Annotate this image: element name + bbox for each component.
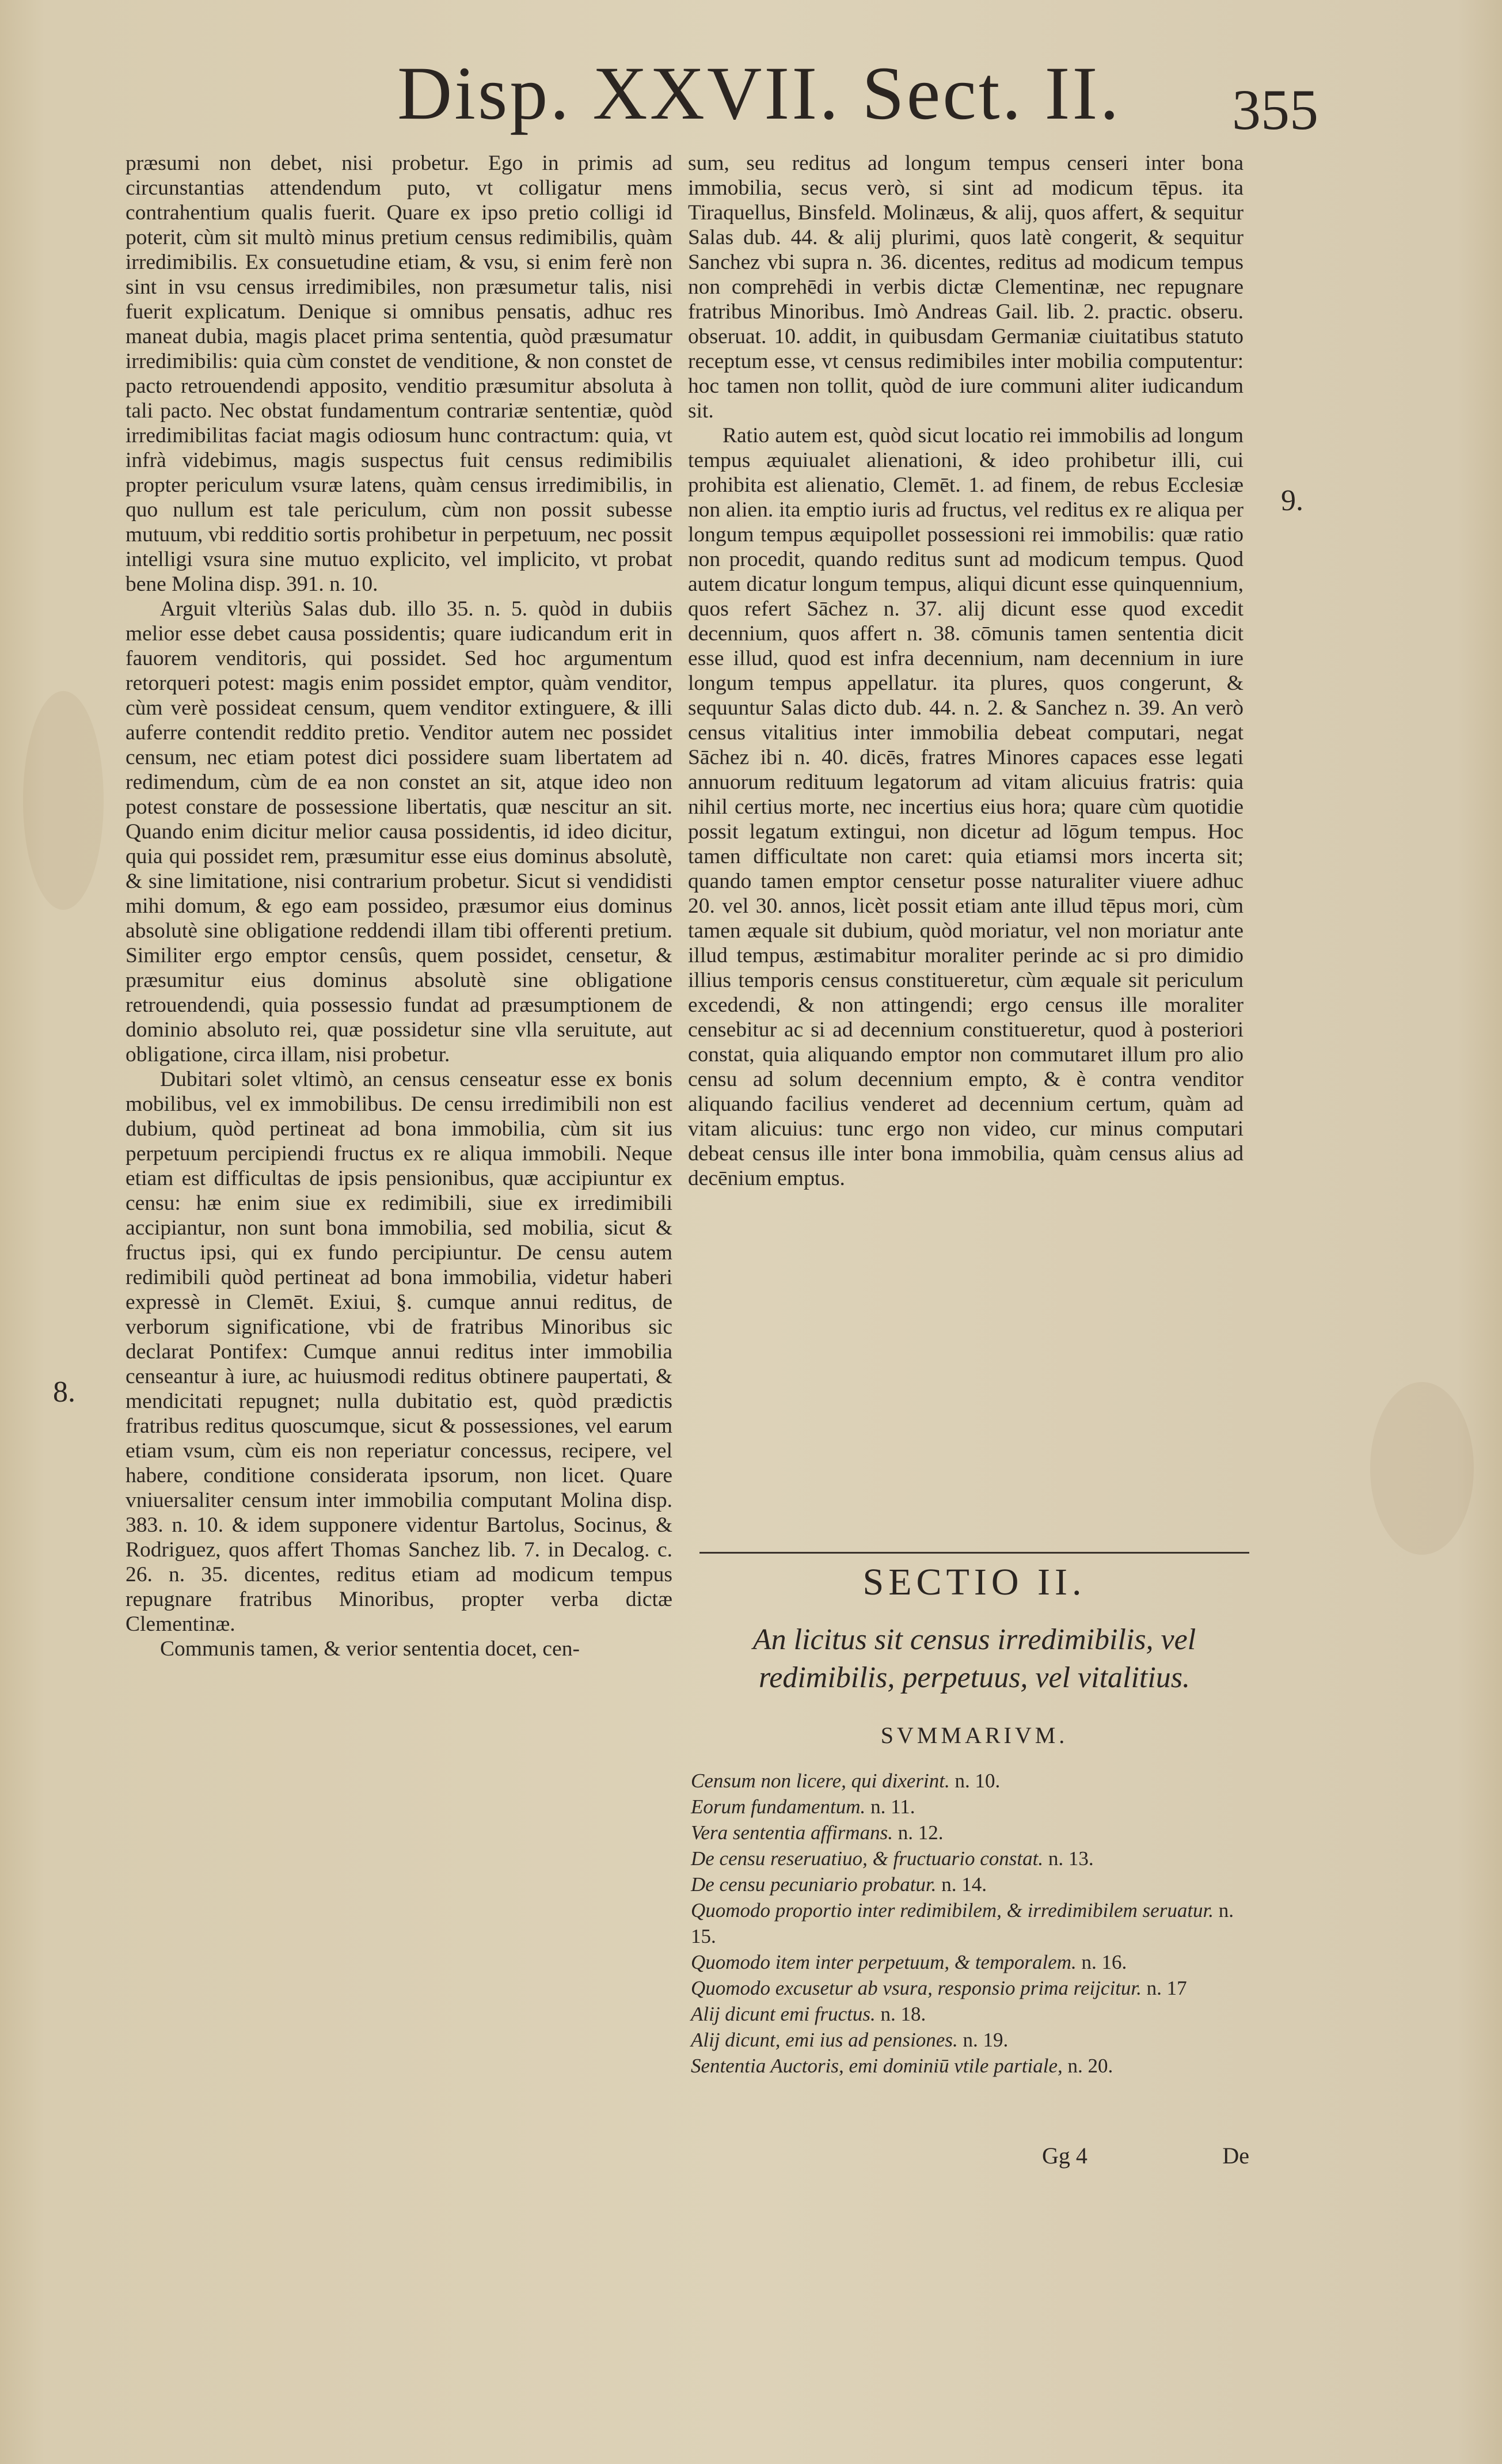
list-item <box>691 1949 1244 1975</box>
list-item <box>691 1820 1244 1846</box>
paragraph: sum, seu reditus ad longum tempus censeri inter bona immobilia, secus verò, si sint ad modicum tēpus. ita Tiraquellus, Binsfeld. Molinæus, & alij, quos affert, & sequitur Salas dub. 44. & alij plurimi, quos latè congerit, & sequitur Sanchez vbi supra n. 36. dicentes, reditus ad modicum tempus non comprehēdi in verbis dictæ Clementinæ, nec repugnare fratribus Minoribus. Imò Andreas Gail. lib. 2. practic. obseru. obseruat. 10. addit, in quibusdam Germaniæ ciuitatibus statuto receptum esse, vt census redimibiles inter mobilia computentur: hoc tamen non tollit, quòd de iure communi aliter iudicandum sit. <box>688 151 1244 423</box>
list-item <box>691 2001 1244 2027</box>
paragraph: Communis tamen, & verior sententia docet, cen- <box>160 1637 580 1661</box>
running-head: Disp. XXVII. Sect. II. <box>397 51 1121 135</box>
list-item <box>691 1794 1244 1820</box>
summary-ref: n. 19. <box>963 2029 1009 2051</box>
list-item <box>691 1975 1244 2001</box>
paragraph: Ratio autem est, quòd sicut locatio rei immobilis ad longum tempus æquiualet alienationi, & ideo prohibetur illi, cui prohibita est alienatio, Clemēt. 1. ad finem, de rebus Ecclesiæ non alien. ita emptio iuris ad fructus, vel reditus ex re aliqua per longum tempus æquipollet possessioni rei immobilis: quæ ratio non procedit, quando reditus sunt ad modicum tempus. Quod autem dicatur longum tempus, aliqui dicunt esse quinquennium, quos refert Sāchez n. 37. alij dicunt esse quod excedit decennium, quos affert n. 38. cōmunis tamen sententia dicit esse illud, quod est infra decennium, nam decennium in iure longum tempus appellatur. ita plures, quos congerunt, & sequuntur Salas dicto dub. 44. n. 2. & Sanchez n. 39. An verò census vitalitius inter immobilia debeat computari, negat Sāchez ibi n. 40. dicēs, fratres Minores capaces esse legati annuorum redituum legatorum ad vitam alicuius fratris: quia nihil certius morte, nec incertius eius hora; quare cùm quotidie possit legatum extingui, non dicetur ad lōgum tempus. Hoc tamen difficultate non caret: quia etiamsi mors incerta sit; quando tamen emptor censetur posse naturaliter viuere adhuc 20. vel 30. annos, licèt possit etiam ante illud tēpus mori, cùm tamen æquale sit dubium, quòd moriatur, vel non moriatur ante illud tempus, æstimabitur moraliter perinde ac si pro dimidio illius temporis census constitueretur, cùm æquale sit periculum excedendi, & non attingendi; ergo census ille moraliter censebitur ac si ad decennium constitueretur, quod à posteriori constat, quia aliquando emptor non commutaret illum pro alio censu ad solum decennium empto, & è contra venditor aliquando facilius venderet ad decennium certum, quàm ad vitam alicuius: tunc ergo non video, cur minus computari debeat census ille inter bona immobilia, quàm census alius ad decēnium emptus. <box>688 424 1244 1190</box>
paragraph: præsumi non debet, nisi probetur. Ego in primis ad circunstantias attendendum puto, vt colligatur mens contrahentium qualis fuerit. Quare ex ipso pretio colligi id poterit, cùm sit multò minus pretium census redimibilis, quàm irredimibilis. Ex consuetudine etiam, & vsu, si enim ferè non sint in vsu census irredimibiles, non præsumetur talis, nisi fuerit explicatum. Denique si omnibus pensatis, adhuc res maneat dubia, magis placet prima sententia, quòd præsumatur irredimibilis: quia cùm constet de venditione, & non constet de pacto retrouendendi apposito, venditio præsumitur absoluta à tali pacto. Nec obstat fundamentum contrariæ sententiæ, quòd irredimibilitas faciat magis odiosum hunc contractum: quia, vt infrà videbimus, magis suspectus fuit census redimibilis propter periculum vsuræ latens, quàm census irredimibilis, in quo nullum est tale periculum, cùm non possit subesse mutuum, vbi redditio sortis prohibetur in perpetuum, nec possit intelligi vsura sine mutuo explicito, vel implicito, vt probat bene Molina disp. 391. n. 10. <box>126 151 672 596</box>
margin-number-right: 9. <box>1281 484 1303 517</box>
list-item <box>691 2053 1244 2079</box>
paper-stain <box>1370 1382 1474 1555</box>
summary-text: Quomodo excusetur ab vsura, responsio prima reijcitur. <box>691 1977 1142 1999</box>
summary-ref: n. 14. <box>941 1873 987 1896</box>
summary-text: Alij dicunt emi fructus. <box>691 2003 876 2025</box>
summary-text: De censu pecuniario probatur. <box>691 1873 937 1896</box>
right-column <box>688 151 1244 1191</box>
summary-ref: n. 18. <box>880 2003 926 2025</box>
paper-stain <box>23 691 104 910</box>
section-rule <box>699 1552 1249 1554</box>
page-number: 355 <box>1232 78 1318 142</box>
summary-ref: n. 15. <box>691 1899 1234 1947</box>
list-item <box>691 2027 1244 2053</box>
page-header <box>397 49 1318 153</box>
summary-text: De censu reseruatiuo, & fructuario constat. <box>691 1847 1044 1870</box>
summary-ref: n. 16. <box>1081 1951 1127 1973</box>
summary-ref: n. 20. <box>1067 2055 1113 2077</box>
catchword: De <box>1222 2143 1249 2169</box>
summary-text: Censum non licere, qui dixerint. <box>691 1770 950 1792</box>
signature-mark: Gg 4 <box>1042 2143 1087 2169</box>
list-item <box>691 1871 1244 1897</box>
paragraph: Arguit vlteriùs Salas dub. illo 35. n. 5. quòd in dubiis melior esse debet causa possidentis; quare iudicandum erit in fauorem venditoris, qui possidet. Sed hoc argumentum retorqueri potest: magis enim possidet emptor, quàm venditor, cùm verè possideat censum, quem venditor extinguere, & illi auferre contendit reddito pretio. Venditor autem nec possidet censum, nec etiam potest dici possidere suam libertatem ad redimendum, cùm de ea non constet an sit, atque ideo non potest constare de possessione libertatis, quæ nescitur an sit. Quando enim dicitur melior causa possidentis, id ideo dicitur, quia qui possidet rem, præsumitur esse eius dominus absolutè, & sine limitatione, nisi contrarium probetur. Sicut si vendidisti mihi domum, & ego eam possideo, præsumor eius dominus absolutè sine obligatione reddendi illam tibi offerenti pretium. Similiter ergo emptor censûs, quem possidet, censetur, & præsumitur eius dominus absolutè sine obligatione retrouendendi, quia possessio fundat ad præsumptionem de dominio absoluto rei, quæ possidetur sine vlla seruitute, aut obligatione, circa illam, nisi probetur. <box>126 597 672 1066</box>
summary-text: Sententia Auctoris, emi dominiū vtile partiale, <box>691 2055 1063 2077</box>
summary-text: Eorum fundamentum. <box>691 1795 866 1818</box>
section-subtitle: An licitus sit census irredimibilis, vel redimibilis, perpetuus, vel vitalitius. <box>752 1623 1196 1694</box>
summary-ref: n. 12. <box>898 1821 944 1844</box>
summary-text: Quomodo proportio inter redimibilem, & irredimibilem seruatur. <box>691 1899 1214 1922</box>
summary-text: Quomodo item inter perpetuum, & temporalem. <box>691 1951 1077 1973</box>
summary-ref: n. 13. <box>1048 1847 1094 1870</box>
list-item <box>691 1768 1244 1794</box>
left-column <box>126 151 672 1661</box>
summary-text: Alij dicunt, emi ius ad pensiones. <box>691 2029 958 2051</box>
summary-text: Vera sententia affirmans. <box>691 1821 893 1844</box>
list-item <box>691 1846 1244 1871</box>
summary-ref: n. 10. <box>955 1770 1001 1792</box>
summary-ref: n. 17 <box>1146 1977 1187 1999</box>
section-title: SECTIO II. <box>862 1561 1086 1603</box>
summary-ref: n. 11. <box>870 1795 915 1818</box>
summary-list <box>691 1768 1244 2079</box>
summarium-heading: SVMMARIVM. <box>880 1722 1068 1748</box>
margin-number-left: 8. <box>53 1376 75 1408</box>
list-item <box>691 1897 1244 1949</box>
paragraph: Dubitari solet vltimò, an census censeatur esse ex bonis mobilibus, vel ex immobilibus. De censu irredimibili non est dubium, quòd pertineat ad bona immobilia, cùm sit ius perpetuum percipiendi fructus ex re aliqua immobili. Neque etiam est difficultas de ipsis pensionibus, quæ accipiuntur ex censu: hæ enim siue ex redimibili, siue ex irredimibili accipiantur, non sunt bona immobilia, sed mobilia, sicut & fructus ipsi, qui ex fundo percipiuntur. De censu autem redimibili quòd pertineat ad bona immobilia, videtur haberi expressè in Clemēt. Exiui, §. cumque annui reditus, de verborum significatione, vbi de fratribus Minoribus sic declarat Pontifex: Cumque annui reditus inter immobilia censeantur à iure, ac huiusmodi reditus obtinere paupertati, & mendicitati repugnet; nulla dubitatio est, quòd prædictis fratribus reditus quoscumque, sicut & possessiones, vel earum etiam vsum, cùm eis non reperiatur concessus, recipere, vel habere, conditione considerata ipsorum, non licet. Quare vniuersaliter censum inter immobilia computant Molina disp. 383. n. 10. & idem supponere videntur Bartolus, Socinus, & Rodriguez, quos affert Thomas Sanchez lib. 7. in Decalog. c. 26. n. 35. dicentes, reditus etiam ad modicum tempus repugnare fratribus Minoribus, propter verba dictæ Clementinæ. <box>126 1068 672 1636</box>
